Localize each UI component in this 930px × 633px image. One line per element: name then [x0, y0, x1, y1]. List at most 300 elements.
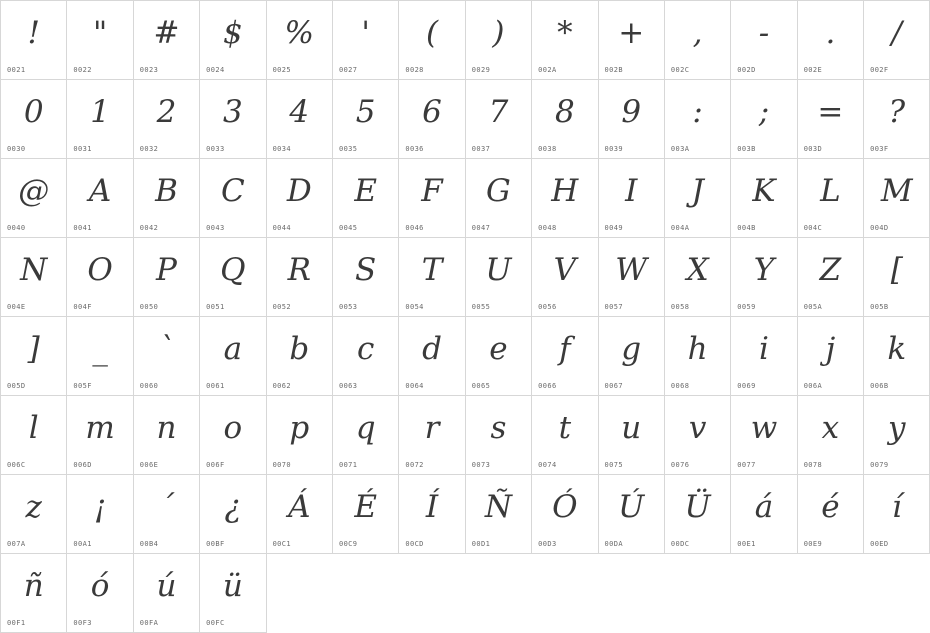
glyph-cell[interactable]	[532, 238, 598, 317]
glyph-codepoint: 002C	[670, 66, 690, 74]
glyph-cell[interactable]	[1, 317, 67, 396]
glyph-character: `	[158, 331, 175, 367]
glyph-cell[interactable]	[665, 475, 731, 554]
glyph-cell[interactable]	[798, 80, 864, 159]
glyph-character: U	[485, 252, 512, 288]
glyph-character: i	[759, 331, 769, 367]
glyph-codepoint: 0062	[272, 382, 292, 390]
glyph-codepoint: 0053	[338, 303, 358, 311]
glyph-character: Q	[220, 252, 246, 288]
glyph-codepoint: 0027	[338, 66, 358, 74]
glyph-character: J	[691, 173, 704, 209]
glyph-codepoint: 0075	[604, 461, 623, 469]
glyph-codepoint: 0067	[604, 382, 623, 390]
glyph-cell[interactable]	[399, 80, 465, 159]
glyph-codepoint: 0047	[471, 224, 491, 232]
glyph-character: O	[87, 252, 113, 288]
glyph-cell[interactable]	[134, 317, 200, 396]
glyph-cell-empty	[333, 554, 399, 633]
glyph-codepoint: 00C9	[338, 540, 358, 548]
glyph-character: 5	[355, 94, 376, 130]
glyph-codepoint: 006E	[139, 461, 159, 469]
glyph-character: ú	[156, 568, 177, 604]
glyph-cell[interactable]	[399, 159, 465, 238]
glyph-character: W	[615, 252, 648, 288]
glyph-character: $	[223, 15, 243, 51]
glyph-codepoint: 00E9	[803, 540, 823, 548]
glyph-codepoint: 0023	[139, 66, 159, 74]
glyph-character: r	[424, 410, 440, 446]
glyph-cell[interactable]	[798, 475, 864, 554]
glyph-cell[interactable]	[466, 80, 532, 159]
glyph-codepoint: 0072	[405, 461, 424, 469]
glyph-codepoint: 004D	[870, 224, 889, 232]
glyph-cell[interactable]	[399, 238, 465, 317]
glyph-cell[interactable]	[665, 238, 731, 317]
glyph-cell[interactable]	[731, 159, 797, 238]
glyph-codepoint: 004F	[73, 303, 92, 311]
glyph-character: '	[361, 15, 370, 51]
glyph-character: !	[27, 15, 40, 51]
glyph-cell[interactable]	[532, 317, 598, 396]
glyph-character: _	[92, 331, 108, 367]
glyph-codepoint: 005D	[7, 382, 26, 390]
glyph-cell[interactable]	[267, 1, 333, 80]
glyph-cell[interactable]	[200, 317, 266, 396]
glyph-codepoint: 003F	[870, 145, 889, 153]
glyph-codepoint: 002E	[803, 66, 823, 74]
glyph-cell[interactable]	[67, 396, 133, 475]
glyph-character: )	[492, 15, 505, 51]
glyph-cell[interactable]	[798, 1, 864, 80]
glyph-cell[interactable]	[1, 554, 67, 633]
glyph-codepoint: 0051	[206, 303, 225, 311]
glyph-character: F	[421, 173, 443, 209]
glyph-cell[interactable]	[665, 80, 731, 159]
glyph-cell[interactable]	[399, 475, 465, 554]
glyph-character: *	[557, 15, 573, 51]
glyph-cell[interactable]	[333, 475, 399, 554]
glyph-cell[interactable]	[267, 238, 333, 317]
glyph-codepoint: 002D	[737, 66, 756, 74]
glyph-cell[interactable]	[466, 317, 532, 396]
glyph-codepoint: 002A	[538, 66, 557, 74]
glyph-cell-empty	[466, 554, 532, 633]
glyph-cell[interactable]	[1, 238, 67, 317]
glyph-codepoint: 0037	[471, 145, 491, 153]
glyph-codepoint: 0063	[338, 382, 358, 390]
glyph-cell[interactable]	[532, 80, 598, 159]
glyph-cell[interactable]	[599, 80, 665, 159]
glyph-character: A	[88, 173, 112, 209]
glyph-codepoint: 0044	[272, 224, 292, 232]
glyph-codepoint: 004B	[737, 224, 756, 232]
glyph-codepoint: 0052	[272, 303, 292, 311]
glyph-cell[interactable]	[798, 396, 864, 475]
glyph-character: x	[821, 410, 840, 446]
glyph-codepoint: 0030	[7, 145, 26, 153]
glyph-codepoint: 0064	[405, 382, 424, 390]
glyph-character: R	[287, 252, 311, 288]
glyph-cell[interactable]	[864, 317, 930, 396]
glyph-cell[interactable]	[864, 80, 930, 159]
glyph-character: b	[289, 331, 310, 367]
glyph-character: c	[356, 331, 375, 367]
glyph-cell[interactable]	[134, 238, 200, 317]
glyph-cell[interactable]	[399, 317, 465, 396]
glyph-codepoint: 0031	[73, 145, 92, 153]
glyph-character: h	[687, 331, 708, 367]
glyph-codepoint: 00A1	[73, 540, 92, 548]
glyph-cell-empty	[665, 554, 731, 633]
glyph-character: á	[754, 489, 774, 525]
glyph-codepoint: 0038	[538, 145, 557, 153]
glyph-codepoint: 0073	[471, 461, 491, 469]
glyph-cell[interactable]	[731, 238, 797, 317]
glyph-cell[interactable]	[333, 80, 399, 159]
glyph-character: 0	[23, 94, 44, 130]
glyph-codepoint: 0055	[471, 303, 491, 311]
glyph-codepoint: 0066	[538, 382, 557, 390]
glyph-cell[interactable]	[466, 475, 532, 554]
glyph-character: ñ	[23, 568, 44, 604]
glyph-codepoint: 006D	[73, 461, 92, 469]
glyph-cell[interactable]	[399, 1, 465, 80]
glyph-cell[interactable]	[200, 396, 266, 475]
glyph-codepoint: 0057	[604, 303, 623, 311]
glyph-character: Ñ	[484, 489, 512, 525]
glyph-character: :	[692, 94, 703, 130]
glyph-codepoint: 0065	[471, 382, 491, 390]
glyph-character: /	[891, 15, 902, 51]
glyph-codepoint: 00B4	[139, 540, 159, 548]
glyph-character: ¿	[224, 489, 242, 525]
glyph-cell-empty	[267, 554, 333, 633]
glyph-cell[interactable]	[864, 475, 930, 554]
glyph-character: j	[825, 331, 836, 367]
glyph-cell[interactable]	[134, 554, 200, 633]
glyph-codepoint: 00E1	[737, 540, 756, 548]
glyph-character: %	[284, 15, 314, 51]
glyph-codepoint: 00FA	[139, 619, 159, 627]
glyph-cell[interactable]	[532, 396, 598, 475]
glyph-codepoint: 00BF	[206, 540, 225, 548]
glyph-character: 1	[90, 94, 110, 130]
glyph-codepoint: 0049	[604, 224, 623, 232]
glyph-character: ¡	[93, 489, 107, 525]
glyph-codepoint: 0045	[338, 224, 358, 232]
glyph-character: H	[551, 173, 579, 209]
glyph-cell[interactable]	[267, 396, 333, 475]
glyph-character: s	[490, 410, 507, 446]
glyph-cell[interactable]	[599, 238, 665, 317]
glyph-character: Y	[753, 252, 775, 288]
glyph-character: É	[354, 489, 377, 525]
glyph-cell[interactable]	[267, 159, 333, 238]
glyph-cell[interactable]	[200, 159, 266, 238]
glyph-character: m	[85, 410, 115, 446]
glyph-character: C	[221, 173, 245, 209]
glyph-character: S	[355, 252, 377, 288]
glyph-cell[interactable]	[798, 238, 864, 317]
glyph-codepoint: 003A	[670, 145, 690, 153]
glyph-cell[interactable]	[333, 1, 399, 80]
glyph-character: E	[354, 173, 377, 209]
glyph-codepoint: 004A	[670, 224, 690, 232]
glyph-character: #	[153, 15, 180, 51]
glyph-codepoint: 006A	[803, 382, 823, 390]
glyph-cell[interactable]	[67, 554, 133, 633]
glyph-codepoint: 0050	[139, 303, 159, 311]
glyph-character: L	[820, 173, 841, 209]
glyph-character: Ü	[684, 489, 711, 525]
glyph-codepoint: 0059	[737, 303, 756, 311]
glyph-character: =	[817, 94, 844, 130]
glyph-character: ü	[222, 568, 243, 604]
glyph-cell[interactable]	[1, 80, 67, 159]
glyph-character: K	[752, 173, 776, 209]
glyph-character: ´	[158, 489, 175, 525]
glyph-cell[interactable]	[1, 1, 67, 80]
glyph-cell[interactable]	[200, 554, 266, 633]
glyph-cell[interactable]	[333, 317, 399, 396]
glyph-cell[interactable]	[333, 238, 399, 317]
glyph-character: d	[422, 331, 442, 367]
glyph-cell[interactable]	[665, 159, 731, 238]
glyph-cell[interactable]	[134, 159, 200, 238]
glyph-codepoint: 003B	[737, 145, 756, 153]
glyph-codepoint: 00DC	[670, 540, 690, 548]
glyph-cell[interactable]	[864, 396, 930, 475]
glyph-character: 7	[488, 94, 509, 130]
glyph-character: ó	[90, 568, 110, 604]
glyph-codepoint: 006B	[870, 382, 889, 390]
glyph-cell-empty	[399, 554, 465, 633]
glyph-cell[interactable]	[864, 1, 930, 80]
glyph-character: G	[486, 173, 511, 209]
glyph-cell[interactable]	[864, 159, 930, 238]
glyph-codepoint: 00ED	[870, 540, 889, 548]
glyph-cell[interactable]	[599, 475, 665, 554]
glyph-character: T	[421, 252, 443, 288]
glyph-codepoint: 0078	[803, 461, 823, 469]
glyph-codepoint: 0042	[139, 224, 159, 232]
glyph-codepoint: 004C	[803, 224, 823, 232]
glyph-cell[interactable]	[67, 238, 133, 317]
glyph-codepoint: 0033	[206, 145, 225, 153]
glyph-cell[interactable]	[1, 396, 67, 475]
glyph-character: y	[888, 410, 906, 446]
glyph-character: 8	[554, 94, 575, 130]
glyph-cell[interactable]	[731, 317, 797, 396]
glyph-character: 4	[289, 94, 310, 130]
glyph-cell[interactable]	[532, 159, 598, 238]
glyph-character: v	[688, 410, 707, 446]
glyph-character: P	[156, 252, 177, 288]
glyph-codepoint: 0040	[7, 224, 26, 232]
glyph-cell-empty	[532, 554, 598, 633]
glyph-cell[interactable]	[798, 317, 864, 396]
glyph-character: n	[156, 410, 177, 446]
glyph-cell-empty	[798, 554, 864, 633]
glyph-codepoint: 0054	[405, 303, 424, 311]
glyph-codepoint: 00D3	[538, 540, 557, 548]
glyph-cell[interactable]	[399, 396, 465, 475]
glyph-codepoint: 0060	[139, 382, 159, 390]
glyph-cell[interactable]	[599, 1, 665, 80]
glyph-cell[interactable]	[798, 159, 864, 238]
glyph-character: 6	[422, 94, 442, 130]
glyph-codepoint: 0035	[338, 145, 358, 153]
glyph-codepoint: 0022	[73, 66, 92, 74]
glyph-character: é	[821, 489, 840, 525]
glyph-cell[interactable]	[532, 1, 598, 80]
glyph-character: (	[425, 15, 439, 51]
glyph-cell[interactable]	[731, 475, 797, 554]
glyph-character: f	[559, 331, 571, 367]
glyph-codepoint: 0068	[670, 382, 690, 390]
glyph-cell[interactable]	[1, 475, 67, 554]
glyph-cell[interactable]	[333, 396, 399, 475]
glyph-codepoint: 0074	[538, 461, 557, 469]
glyph-character: u	[621, 410, 642, 446]
glyph-codepoint: 00C1	[272, 540, 292, 548]
glyph-cell[interactable]	[466, 159, 532, 238]
glyph-cell[interactable]	[731, 80, 797, 159]
glyph-character: B	[155, 173, 178, 209]
glyph-cell-empty	[864, 554, 930, 633]
glyph-cell[interactable]	[134, 475, 200, 554]
glyph-cell[interactable]	[134, 396, 200, 475]
glyph-character: w	[750, 410, 778, 446]
glyph-character: .	[825, 15, 836, 51]
glyph-character: q	[355, 410, 376, 446]
glyph-codepoint: 00CD	[405, 540, 424, 548]
glyph-character: l	[28, 410, 39, 446]
glyph-cell-empty	[599, 554, 665, 633]
glyph-codepoint: 002F	[870, 66, 889, 74]
glyph-character: Á	[288, 489, 311, 525]
glyph-codepoint: 0029	[471, 66, 491, 74]
glyph-cell[interactable]	[466, 396, 532, 475]
glyph-cell[interactable]	[267, 317, 333, 396]
glyph-cell[interactable]	[532, 475, 598, 554]
glyph-character: Ó	[552, 489, 578, 525]
glyph-codepoint: 00D1	[471, 540, 491, 548]
glyph-cell[interactable]	[134, 80, 200, 159]
glyph-cell[interactable]	[67, 317, 133, 396]
glyph-character: ,	[692, 15, 703, 51]
glyph-character: M	[880, 173, 913, 209]
glyph-codepoint: 0079	[870, 461, 889, 469]
glyph-cell[interactable]	[466, 1, 532, 80]
glyph-character: @	[18, 173, 50, 209]
glyph-character: o	[223, 410, 243, 446]
glyph-codepoint: 005F	[73, 382, 92, 390]
glyph-cell[interactable]	[267, 80, 333, 159]
glyph-cell[interactable]	[466, 238, 532, 317]
glyph-cell[interactable]	[200, 475, 266, 554]
glyph-codepoint: 0036	[405, 145, 424, 153]
glyph-codepoint: 004E	[7, 303, 26, 311]
glyph-cell[interactable]	[1, 159, 67, 238]
glyph-cell[interactable]	[200, 80, 266, 159]
glyph-codepoint: 0021	[7, 66, 26, 74]
glyph-cell[interactable]	[665, 317, 731, 396]
glyph-character: p	[289, 410, 310, 446]
glyph-character: t	[558, 410, 572, 446]
glyph-codepoint: 00F3	[73, 619, 92, 627]
glyph-cell[interactable]	[267, 475, 333, 554]
glyph-character: Z	[819, 252, 842, 288]
glyph-cell[interactable]	[67, 475, 133, 554]
glyph-cell[interactable]	[731, 396, 797, 475]
glyph-character: Ú	[618, 489, 645, 525]
glyph-cell[interactable]	[134, 1, 200, 80]
glyph-codepoint: 00FC	[206, 619, 225, 627]
glyph-codepoint: 0071	[338, 461, 358, 469]
glyph-cell[interactable]	[665, 1, 731, 80]
glyph-codepoint: 0058	[670, 303, 690, 311]
glyph-codepoint: 0070	[272, 461, 292, 469]
glyph-character: Í	[425, 489, 439, 525]
glyph-character: +	[618, 15, 645, 51]
glyph-character: N	[20, 252, 48, 288]
glyph-codepoint: 00DA	[604, 540, 623, 548]
glyph-codepoint: 006C	[7, 461, 26, 469]
glyph-codepoint: 0076	[670, 461, 690, 469]
glyph-codepoint: 002B	[604, 66, 623, 74]
glyph-cell[interactable]	[864, 238, 930, 317]
glyph-character: a	[223, 331, 243, 367]
glyph-character: e	[489, 331, 508, 367]
glyph-codepoint: 006F	[206, 461, 225, 469]
glyph-codepoint: 00F1	[7, 619, 26, 627]
glyph-character: I	[625, 173, 638, 209]
glyph-cell[interactable]	[67, 80, 133, 159]
glyph-cell[interactable]	[731, 1, 797, 80]
glyph-cell[interactable]	[599, 396, 665, 475]
glyph-codepoint: 005A	[803, 303, 823, 311]
glyph-character: D	[286, 173, 312, 209]
glyph-codepoint: 0043	[206, 224, 225, 232]
glyph-cell[interactable]	[599, 317, 665, 396]
glyph-character: "	[92, 15, 108, 51]
glyph-character: 3	[223, 94, 243, 130]
glyph-character: k	[887, 331, 907, 367]
glyph-character: ;	[758, 94, 770, 130]
glyph-cell[interactable]	[599, 159, 665, 238]
glyph-character: ]	[27, 331, 40, 367]
glyph-character: g	[621, 331, 642, 367]
glyph-cell[interactable]	[333, 159, 399, 238]
glyph-character: 9	[621, 94, 642, 130]
glyph-codepoint: 0025	[272, 66, 292, 74]
glyph-character: í	[891, 489, 902, 525]
glyph-codepoint: 007A	[7, 540, 26, 548]
glyph-character: V	[553, 252, 577, 288]
glyph-cell[interactable]	[665, 396, 731, 475]
glyph-character: [	[890, 252, 903, 288]
glyph-cell[interactable]	[200, 1, 266, 80]
glyph-cell[interactable]	[67, 1, 133, 80]
glyph-cell[interactable]	[200, 238, 266, 317]
glyph-character: z	[25, 489, 42, 525]
glyph-codepoint: 0039	[604, 145, 623, 153]
glyph-codepoint: 0028	[405, 66, 424, 74]
glyph-cell[interactable]	[67, 159, 133, 238]
glyph-character: ?	[888, 94, 906, 130]
